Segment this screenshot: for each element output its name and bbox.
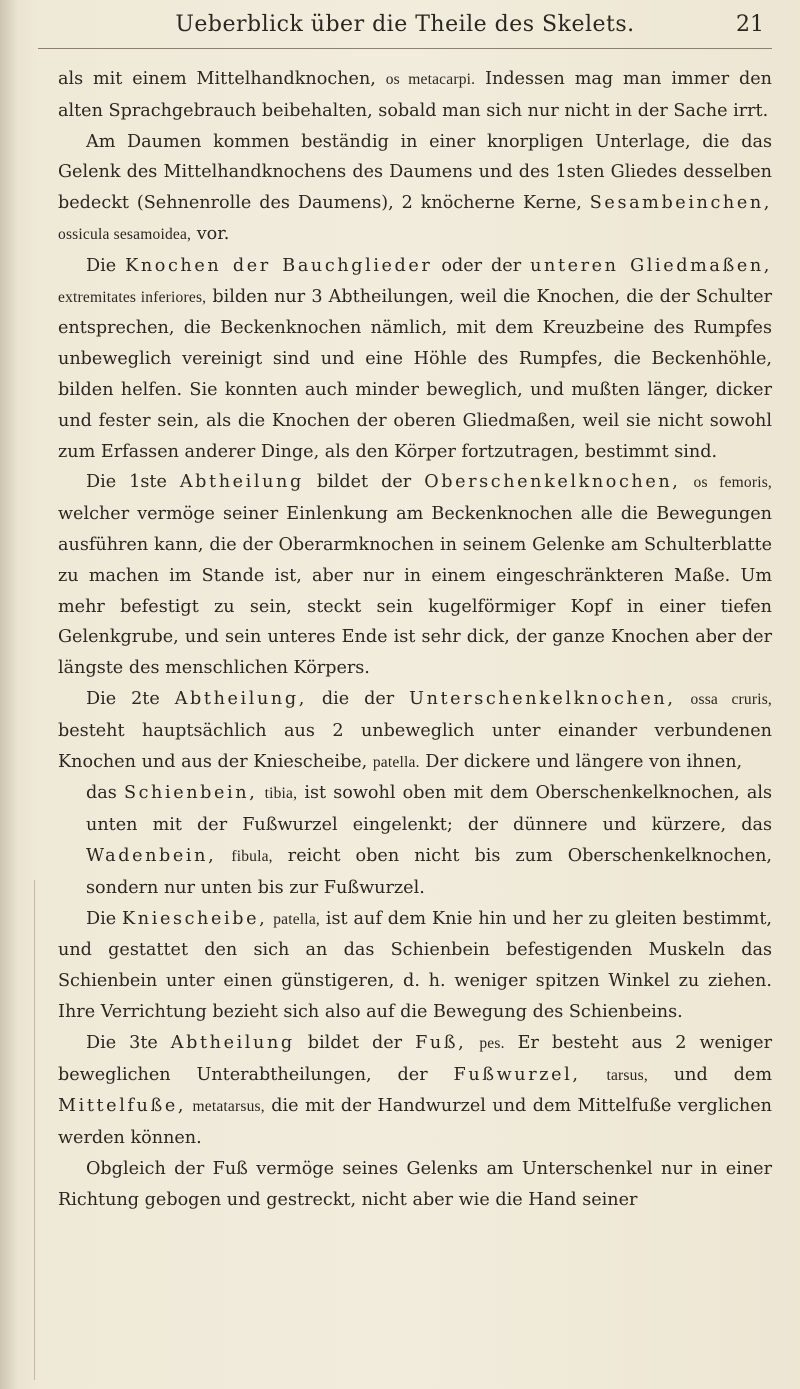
paragraph-p3 [58,251,772,468]
text-run: die der [306,688,410,709]
text-run: ist auf dem Knie hin und her zu gleiten bestimmt, und gestattet den sich an das Schienbein befestigenden Muskeln das Schienbein unter einen günstigeren, d. h. weniger spitzen Winkel zu ziehen. Ihre Verrichtung bezieht sich also auf die Bewegung des Schienbeins. [58,908,772,1022]
emphasized-term: Fuß, [415,1032,467,1053]
emphasized-term: Knochen der Bauchglieder [125,255,433,276]
text-run: Obgleich der Fuß vermöge seines Gelenks am Unterschenkel nur in einer Richtung gebogen und gestreckt, nicht aber wie die Hand seiner [58,1158,772,1210]
paragraph-p7 [58,904,772,1028]
header-rule [38,48,772,49]
text-run: das [86,783,124,804]
margin-marks [34,880,41,1380]
latin-term: extremitates inferiores, [58,288,207,306]
text-run [216,846,231,866]
text-run: bilden nur 3 Abtheilungen, weil die Knochen, die der Schulter entsprechen, die Beckenknochen nämlich, mit dem Kreuzbeine des Rumpfes unbeweglich vereinigt sind und eine Höhle des Rumpfes, die Beckenhöhle, bilden helfen. Sie konnten auch minder beweglich, und mußten länger, dicker und fester sein, als die Knochen der oberen Gliedmaßen, weil sie nicht sowohl zum Erfassen anderer Dinge, als den Körper fortzutragen, bestimmt sind. [58,286,772,462]
text-run: und dem [647,1064,773,1085]
latin-term: patella. [372,753,420,771]
emphasized-term: unteren Gliedmaßen, [530,255,772,276]
text-run: Die [86,255,126,276]
latin-term: patella, [273,910,320,928]
text-run: welcher vermöge seiner Einlenkung am Beckenknochen alle die Bewegungen ausführen kann, die der Oberarmknochen in seinem Gelenke am Schulterblatte zu machen im Stande ist, aber nur in einem eingeschränkteren Maße. Um mehr befestigt zu sein, steckt sein kugelförmiger Kopf in einer tiefen Gelenkgrube, und sein unteres Ende ist sehr dick, der ganze Knochen aber der längste des menschlichen Körpers. [58,504,772,679]
running-header [38,12,772,46]
latin-term: pes. [479,1034,505,1052]
emphasized-term: Kniescheibe, [122,908,268,929]
text-run: Er besteht aus 2 weniger beweglichen Unterabtheilungen, der [58,1032,772,1085]
latin-term: metatarsus, [192,1098,265,1116]
latin-term: fibula, [231,847,273,865]
text-run: die mit der Handwurzel und dem Mittelfuße verglichen werden können. [58,1096,773,1149]
paragraph-p2 [58,127,772,251]
text-run: Die [86,908,123,929]
paragraph-p4 [58,467,772,684]
paragraph-p6 [58,778,772,903]
running-title: Ueberblick über die Theile des Skelets. [175,12,635,37]
text-run: bildet der [303,472,425,493]
paragraph-p8 [58,1028,772,1154]
latin-term: ossicula sesamoidea, [58,225,192,243]
latin-term: ossa cruris, [690,690,773,708]
text-run [466,1033,479,1053]
text-run: Der dickere und längere von ihnen, [419,751,743,772]
paragraph-p9 [58,1154,772,1216]
text-run: Am Daumen kommen beständig in einer knorpligen Unterlage, die das Gelenk des Mittelhandknochens des Daumens und des 1sten Gliedes desselben bedeckt (Sehnenrolle des Daumens), 2 knöcherne Kerne, [58,131,772,214]
emphasized-term: Unterschenkelknochen, [409,688,676,709]
page-number: 21 [736,12,764,37]
latin-term: tarsus, [606,1066,648,1084]
emphasized-term: Abtheilung, [174,688,307,709]
latin-term: tibia, [264,785,298,803]
paragraph-p5 [58,684,772,778]
paragraph-p1 [58,64,772,127]
text-run: Die 1ste [86,472,180,493]
text-run: vor. [191,223,230,244]
emphasized-term: Abtheilung [179,472,304,493]
text-run: Die 3te [86,1032,171,1053]
text-run: oder der [432,255,531,276]
emphasized-term: Schienbein, [123,783,258,804]
emphasized-term: Fußwurzel, [453,1064,581,1085]
text-run: Indessen mag man immer den alten Sprachgebrauch beibehalten, sobald man sich nur nicht in der Sache irrt. [58,69,773,121]
emphasized-term: Oberschenkelknochen, [424,472,681,493]
text-run: ist sowohl oben mit dem Oberschenkelknochen, als unten mit der Fußwurzel eingelenkt; der dünnere und kürzere, das [86,783,773,836]
emphasized-term: Mittelfuße, [58,1096,187,1117]
text-run: als mit einem Mittelhandknochen, [58,69,386,89]
spine-shadow [0,0,18,1389]
body-text [58,64,772,1215]
latin-term: os metacarpi. [385,71,476,88]
emphasized-term: Abtheilung [170,1032,295,1053]
text-run: reicht oben nicht bis zum Oberschenkelknochen, sondern nur unten bis zur Fußwurzel. [86,845,772,898]
text-run: besteht hauptsächlich aus 2 unbeweglich unter einander verbundenen Knochen und aus der Kniescheibe, [58,720,772,772]
text-run [676,689,691,709]
text-run [257,783,264,803]
text-run: bildet der [294,1032,416,1053]
emphasized-term: Sesambeinchen, [589,193,772,214]
text-run: Die 2te [86,688,175,709]
latin-term: os femoris, [693,474,773,492]
emphasized-term: Wadenbein, [86,845,217,866]
text-run [581,1065,607,1085]
text-run [681,472,694,492]
